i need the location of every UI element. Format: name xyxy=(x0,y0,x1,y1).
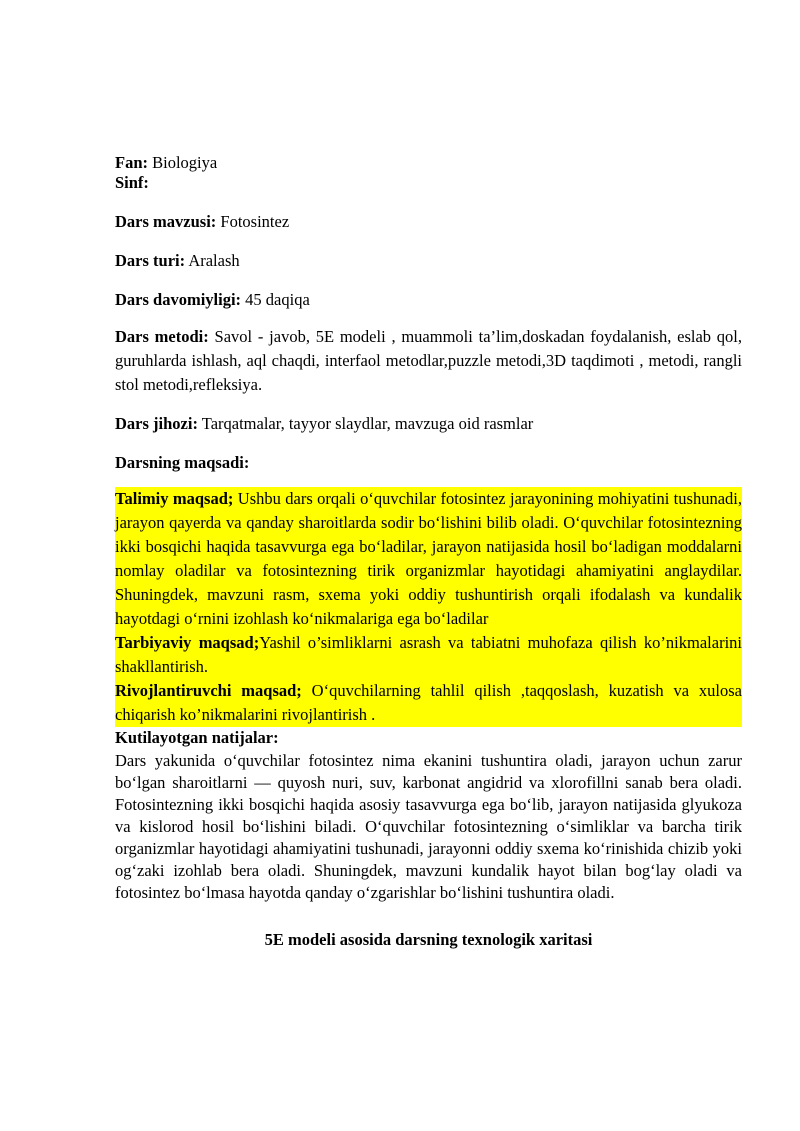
field-sinf xyxy=(115,173,742,193)
field-jihozi xyxy=(115,414,742,434)
field-label: Sinf: xyxy=(115,173,149,192)
field-value: Tarqatmalar, tayyor slaydlar, mavzuga oid rasmlar xyxy=(197,414,534,433)
results-heading: Kutilayotgan natijalar: xyxy=(115,728,279,747)
results-text: Dars yakunida o‘quvchilar fotosintez nima ekanini tushuntira oladi, jarayon uchun zarur bo‘lgan sharoitlarni — quyosh nuri, suv, karbonat angidrid va xlorofillni sanab bera oladi. Fotosintezning ikki bosqichi haqida asosiy tasavvurga ega bo‘lib, jarayon natijasida glyukoza va kislorod hosil bo‘lishini biladi. O‘quvchilar fotosintezning o‘simliklar va barcha tirik organizmlar hayotidagi ahamiyatini tushunadi, jarayonni oddiy sxema ko‘rinishida chizib yoki og‘zaki izohlab bera oladi. Shuningdek, mavzuni kundalik hayot bilan bog‘lay oladi va fotosintez bo‘lmasa hayotda qanday o‘zgarishlar bo‘lishini tushuntira oladi. xyxy=(115,751,742,902)
field-label: Dars metodi: xyxy=(115,327,209,346)
field-metodi xyxy=(115,325,742,397)
goal-text: Yashil o’simliklarni asrash va tabiatni muhofaza qilish ko’nikmalarini shakllantirish. xyxy=(115,633,742,676)
field-label: Dars davomiyligi: xyxy=(115,290,242,309)
goal-label: Tarbiyaviy maqsad; xyxy=(115,633,260,652)
field-value: Aralash xyxy=(185,251,240,270)
field-mavzu xyxy=(115,212,742,232)
field-value: Savol - javob, 5E modeli , muammoli ta’lim,doskadan foydalanish, eslab qol, guruhlarda ishlash, aql chaqdi, interfaol metodlar,puzzle metodi,3D taqdimoti , metodi, rangli stol metodi,refleksiya. xyxy=(115,327,743,394)
field-label: Dars jihozi: xyxy=(115,414,198,433)
field-label: Fan: xyxy=(115,153,148,172)
field-label: Dars mavzusi: xyxy=(115,212,217,231)
field-value: Fotosintez xyxy=(216,212,290,231)
field-value: 45 daqiqa xyxy=(241,290,310,309)
maqsad-heading: Darsning maqsadi: xyxy=(115,453,250,472)
goal-label: Talimiy maqsad; xyxy=(115,489,234,508)
goal-text: Ushbu dars orqali o‘quvchilar fotosintez jarayonining mohiyatini tushunadi, jarayon qayerda va qanday sharoitlarda sodir bo‘lishini bilib oladi. O‘quvchilar fotosintezning ikki bosqichi haqida tasavvurga ega bo‘ladilar, jarayon natijasida hosil bo‘ladigan moddalarni nomlay oladilar va fotosintezning tirik organizmlar hayotidagi ahamiyatini anglaydilar. Shuningdek, mavzuni rasm, sxema yoki oddiy tushuntirish orqali ifodalash va kundalik hayotdagi o‘rnini izohlash ko‘nikmalariga ega bo‘ladilar xyxy=(115,489,742,628)
section-title: 5E modeli asosida darsning texnologik xaritasi xyxy=(264,930,593,949)
goal-label: Rivojlantiruvchi maqsad; xyxy=(115,681,302,700)
goal-rivojlantiruvchi xyxy=(115,679,742,727)
field-fan xyxy=(115,153,742,173)
goal-talimiy xyxy=(115,487,742,631)
field-davomiyligi xyxy=(115,290,742,310)
field-value: Biologiya xyxy=(148,153,218,172)
goal-text: O‘quvchilarning tahlil qilish ,taqqoslash, kuzatish va xulosa chiqarish ko’nikmalarini rivojlantirish . xyxy=(115,681,742,724)
goals-highlight xyxy=(115,487,742,727)
document-page xyxy=(115,153,742,950)
goal-tarbiyaviy xyxy=(115,631,742,679)
field-turi xyxy=(115,251,742,271)
field-label: Dars turi: xyxy=(115,251,186,270)
